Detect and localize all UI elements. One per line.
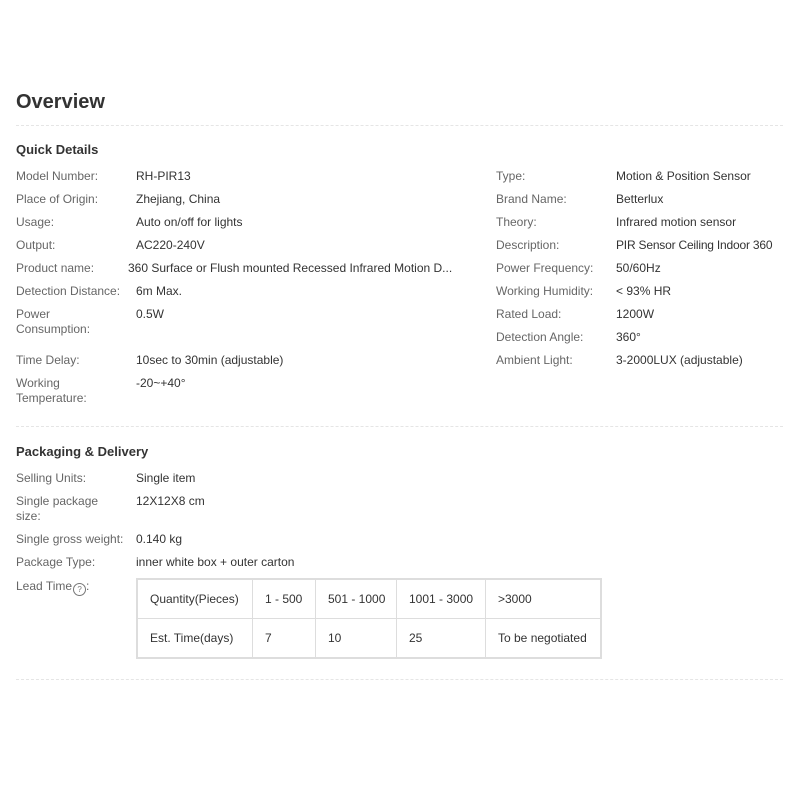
table-cell: 501 - 1000: [316, 579, 397, 619]
detail-value: PIR Sensor Ceiling Indoor 360: [616, 238, 773, 252]
table-cell: 7: [253, 619, 316, 659]
quick-details-title: Quick Details: [16, 142, 99, 157]
detail-value: 10sec to 30min (adjustable): [136, 353, 284, 367]
table-cell: Quantity(Pieces): [137, 579, 253, 619]
detail-label: Ambient Light:: [496, 353, 573, 367]
table-cell: 10: [316, 619, 397, 659]
detail-value: < 93% HR: [616, 284, 672, 298]
packaging-label: Single gross weight:: [16, 532, 124, 546]
detail-label: Product name:: [16, 261, 95, 275]
packaging-value: 12X12X8 cm: [136, 494, 205, 508]
table-cell: 1 - 500: [253, 579, 316, 619]
detail-label: Working Humidity:: [496, 284, 594, 298]
table-cell: 25: [397, 619, 486, 659]
detail-value: 0.5W: [136, 307, 165, 321]
detail-label: Theory:: [496, 215, 537, 229]
detail-value: Betterlux: [616, 192, 664, 206]
detail-label: Type:: [496, 169, 526, 183]
packaging-delivery-title: Packaging & Delivery: [16, 444, 149, 459]
detail-value: 50/60Hz: [616, 261, 661, 275]
packaging-label: Single package size:: [16, 494, 99, 523]
divider: [16, 679, 783, 680]
lead-time-table: [136, 578, 602, 659]
detail-label: Brand Name:: [496, 192, 567, 206]
detail-value: Zhejiang, China: [136, 192, 221, 206]
detail-label: Output:: [16, 238, 56, 252]
table-cell: To be negotiated: [486, 619, 602, 659]
packaging-value: Single item: [136, 471, 196, 485]
detail-value: AC220-240V: [136, 238, 205, 252]
detail-value: 360 Surface or Flush mounted Recessed Infrared Motion D...: [128, 261, 453, 275]
table-cell: 1001 - 3000: [397, 579, 486, 619]
detail-label: Working Temperature:: [16, 376, 87, 405]
detail-value: 360°: [616, 330, 641, 344]
help-icon[interactable]: ?: [73, 583, 86, 596]
detail-label: Usage:: [16, 215, 55, 229]
detail-value: 3-2000LUX (adjustable): [616, 353, 743, 367]
packaging-label: Selling Units:: [16, 471, 87, 485]
table-row: [137, 579, 601, 619]
packaging-value: 0.140 kg: [136, 532, 183, 546]
packaging-value: inner white box + outer carton: [136, 555, 295, 569]
detail-value: RH-PIR13: [136, 169, 191, 183]
detail-value: -20~+40°: [136, 376, 186, 390]
divider: [16, 426, 783, 427]
detail-label: Power Frequency:: [496, 261, 594, 275]
detail-label: Power Consumption:: [16, 307, 91, 336]
detail-value: Motion & Position Sensor: [616, 169, 751, 183]
detail-label: Place of Origin:: [16, 192, 99, 206]
table-cell: Est. Time(days): [137, 619, 253, 659]
lead-time-label: Lead Time: [16, 579, 73, 593]
detail-value: 1200W: [616, 307, 655, 321]
detail-label: Detection Distance:: [16, 284, 121, 298]
detail-value: Auto on/off for lights: [136, 215, 243, 229]
table-cell: >3000: [486, 579, 602, 619]
detail-label: Time Delay:: [16, 353, 80, 367]
detail-label: Rated Load:: [496, 307, 562, 321]
detail-label: Description:: [496, 238, 560, 252]
detail-label: Detection Angle:: [496, 330, 584, 344]
packaging-label: Package Type:: [16, 555, 96, 569]
divider: [16, 125, 783, 126]
table-row: [137, 619, 601, 659]
detail-value: Infrared motion sensor: [616, 215, 737, 229]
detail-label: Model Number:: [16, 169, 99, 183]
overview-title: Overview: [16, 91, 105, 113]
detail-value: 6m Max.: [136, 284, 183, 298]
